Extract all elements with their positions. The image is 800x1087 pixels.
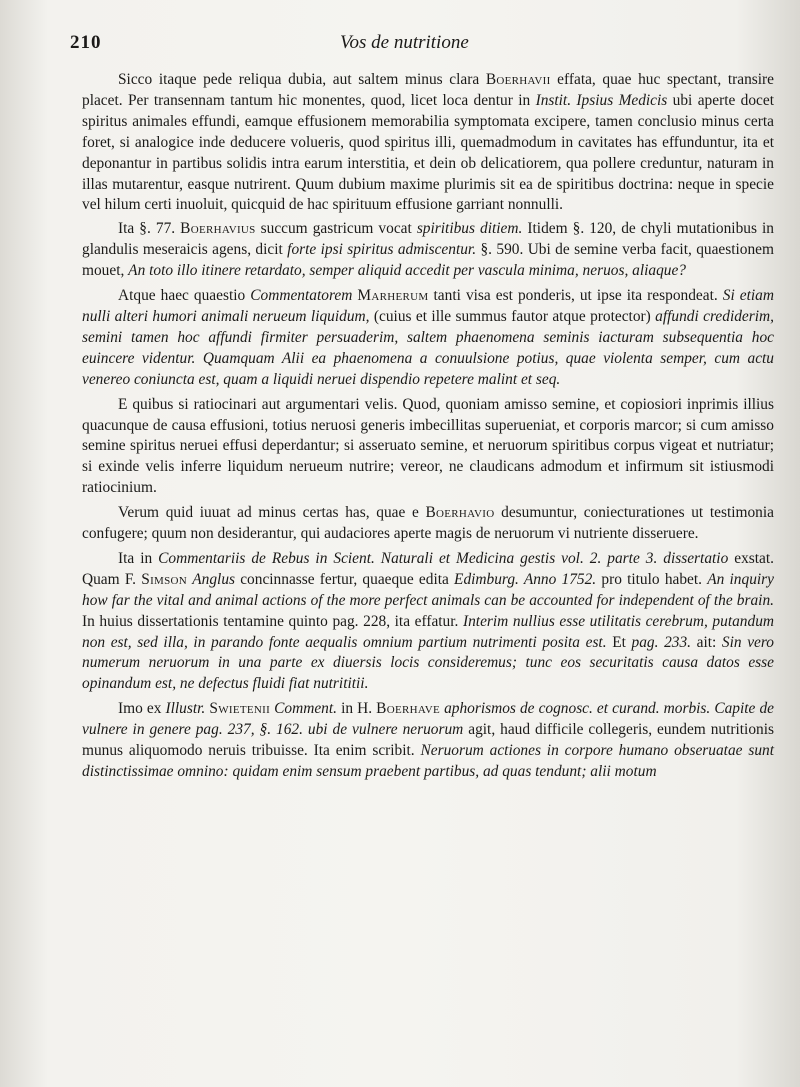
text-run: Et [606, 633, 632, 651]
author-name: Simson [141, 570, 188, 588]
text-run: In huius dissertationis tentamine quinto pag. 228, ita effatur. [82, 612, 463, 630]
paragraph-6 [82, 549, 774, 695]
italic-run: Commentariis de Rebus in Scient. Naturali et Medicina gestis vol. 2. parte 3. dissertatio [158, 549, 729, 567]
text-run: Atque haec quaestio [118, 287, 251, 305]
text-run: Imo ex [118, 700, 166, 718]
italic-run: forte ipsi spiritus admiscentur. [287, 241, 477, 259]
text-run: (cuius et ille summus fautor atque protector) [369, 307, 656, 325]
author-name: Swietenii [209, 700, 271, 718]
author-name: Boerhavio [425, 504, 495, 522]
paragraph-1 [82, 70, 774, 216]
text-run: concinnasse fertur, quaeque edita [235, 570, 455, 588]
text-run: pro titulo habet. [596, 570, 708, 588]
italic-run: Anglus [192, 570, 236, 588]
text-run: Itidem §. 120, de chyli mutationibus in glandulis meseraicis agens, dicit [82, 220, 774, 259]
text-run: ait: [691, 633, 722, 651]
text-run: exstat. Quam F. [82, 549, 774, 588]
text-run: Ita §. 77. [118, 220, 181, 238]
text-run: §. 590. Ubi de semine verba facit, quaestionem mouet, [82, 241, 774, 280]
page-header [70, 28, 752, 58]
italic-run: spiritibus ditiem. [416, 220, 523, 238]
paragraph-4 [82, 395, 774, 500]
author-name: Boerhavius [180, 220, 256, 238]
italic-run: Illustr. [165, 700, 206, 718]
paragraph-2 [82, 219, 774, 282]
text-run: succum gastricum vocat [255, 220, 417, 238]
text-run: Verum quid iuuat ad minus certas has, quae e [118, 504, 426, 522]
text-run: Sicco itaque pede reliqua dubia, aut saltem minus clara [118, 71, 486, 88]
text-run: Ita in [118, 549, 159, 567]
italic-run: Sin vero numerum neruorum in una parte ex diuersis locis consideremus; tunc eos securitatis causa datos esse opinandum est, ne defectus fluidi fiat nutrititii. [82, 633, 774, 693]
paragraph-7 [82, 699, 774, 783]
italic-run: Instit. Ipsius Medicis [535, 91, 668, 109]
text-run: in H. [337, 700, 377, 718]
italic-run: Commentatorem [250, 287, 353, 305]
italic-run: aphorismos de cognosc. et curand. morbis. Capite de vulnere in genere pag. 237, §. 162. ubi de vulnere neruorum [82, 700, 774, 739]
paragraph-5 [82, 503, 774, 545]
paragraph-3 [82, 286, 774, 391]
page-body [82, 70, 774, 787]
running-title: Vos de nutritione [340, 32, 469, 53]
author-name: Boerhavii [485, 71, 551, 88]
author-name: Boerhave [376, 700, 440, 718]
italic-run: Comment. [274, 700, 337, 718]
italic-run: Edimburg. Anno 1752. [454, 570, 597, 588]
text-run: agit, haud difficile collegeris, eundem nutritionis munus aliquomodo neruis tribuisse. Ita enim scribit. [82, 721, 774, 760]
text-run: ubi aperte docet spiritus animales effundi, eamque effusionem memorabilia symptomata excipere, tamen conclusio minus certa foret, si analogice inde deducere volueris, quod spiritus illi, quemadmodum in cavitates has effunduntur, ita et deponantur in partibus solidis intra earum interstitia, et dein ob delicatiorem, qua pollere creduntur, naturam in illas mutarentur, easque nutrirent. Quum dubium maxime plurimis sit ea de spiritibus doctrina: neque in specie vel hilum certi inuoluit, quicquid de hac spirituum effusione garriant nonnulli. [82, 91, 774, 214]
italic-run: An inquiry how far the vital and animal actions of the more perfect animals can be accounted for independent of the brain. [82, 570, 774, 609]
italic-run: affundi crediderim, semini tamen hoc affundi firmiter persuaderim, saltem phaenomena seminis iacturam subsequentia hoc euincere videntur. Quamquam Alii ea phaenomena a conuulsione potius, quae violenta semper, cum actu venereo coniuncta est, quam a liquidi neruei dispendio repetere malint et seq. [82, 307, 774, 388]
italic-run: pag. 233. [631, 633, 691, 651]
italic-run: Si etiam nulli alteri humori animali nerueum liquidum, [82, 287, 774, 325]
page-number: 210 [70, 32, 102, 53]
italic-run: Neruorum actiones in corpore humano obseruatae sunt distinctissimae omnino: quidam enim sensum praebent partibus, ad quas tendunt; alii motum [82, 742, 774, 780]
italic-run: Interim nullius esse utilitatis cerebrum, putandum non est, sed illa, in parando fonte aequalis omnium partium nutrimenti posita est. [82, 612, 774, 651]
text-run: E quibus si ratiocinari aut argumentari velis. Quod, quoniam amisso semine, et copiosiori inprimis illius quacunque de causa effusioni, totius neruosi generis imbecillitas superueniat, et corporis marcor; si cum amisso semine spiritus neruei effusi deperdantur; si asseruato semine, et neruorum spiritibus corpus vigeat et nutriatur; si exinde velis inferre liquidum nerueum nutrire; vereor, ne claudicans admodum et infirmum sit istiusmodi ratiocinium. [82, 395, 774, 497]
text-run: effata, quae huc spectant, transire placet. Per transennam tantum hic monentes, quod, licet loca dentur in [82, 71, 774, 109]
text-run: tanti visa est ponderis, ut ipse ita respondeat. [428, 287, 723, 305]
text-run: desumuntur, coniecturationes ut testimonia confugere; quum non desiderantur, qui audaciores aperte magis de neruorum vi nutriente disseruere. [82, 504, 774, 543]
italic-run: An toto illo itinere retardato, semper aliquid accedit per vascula minima, neruos, aliaque? [128, 262, 687, 280]
author-name: Marherum [357, 287, 429, 305]
